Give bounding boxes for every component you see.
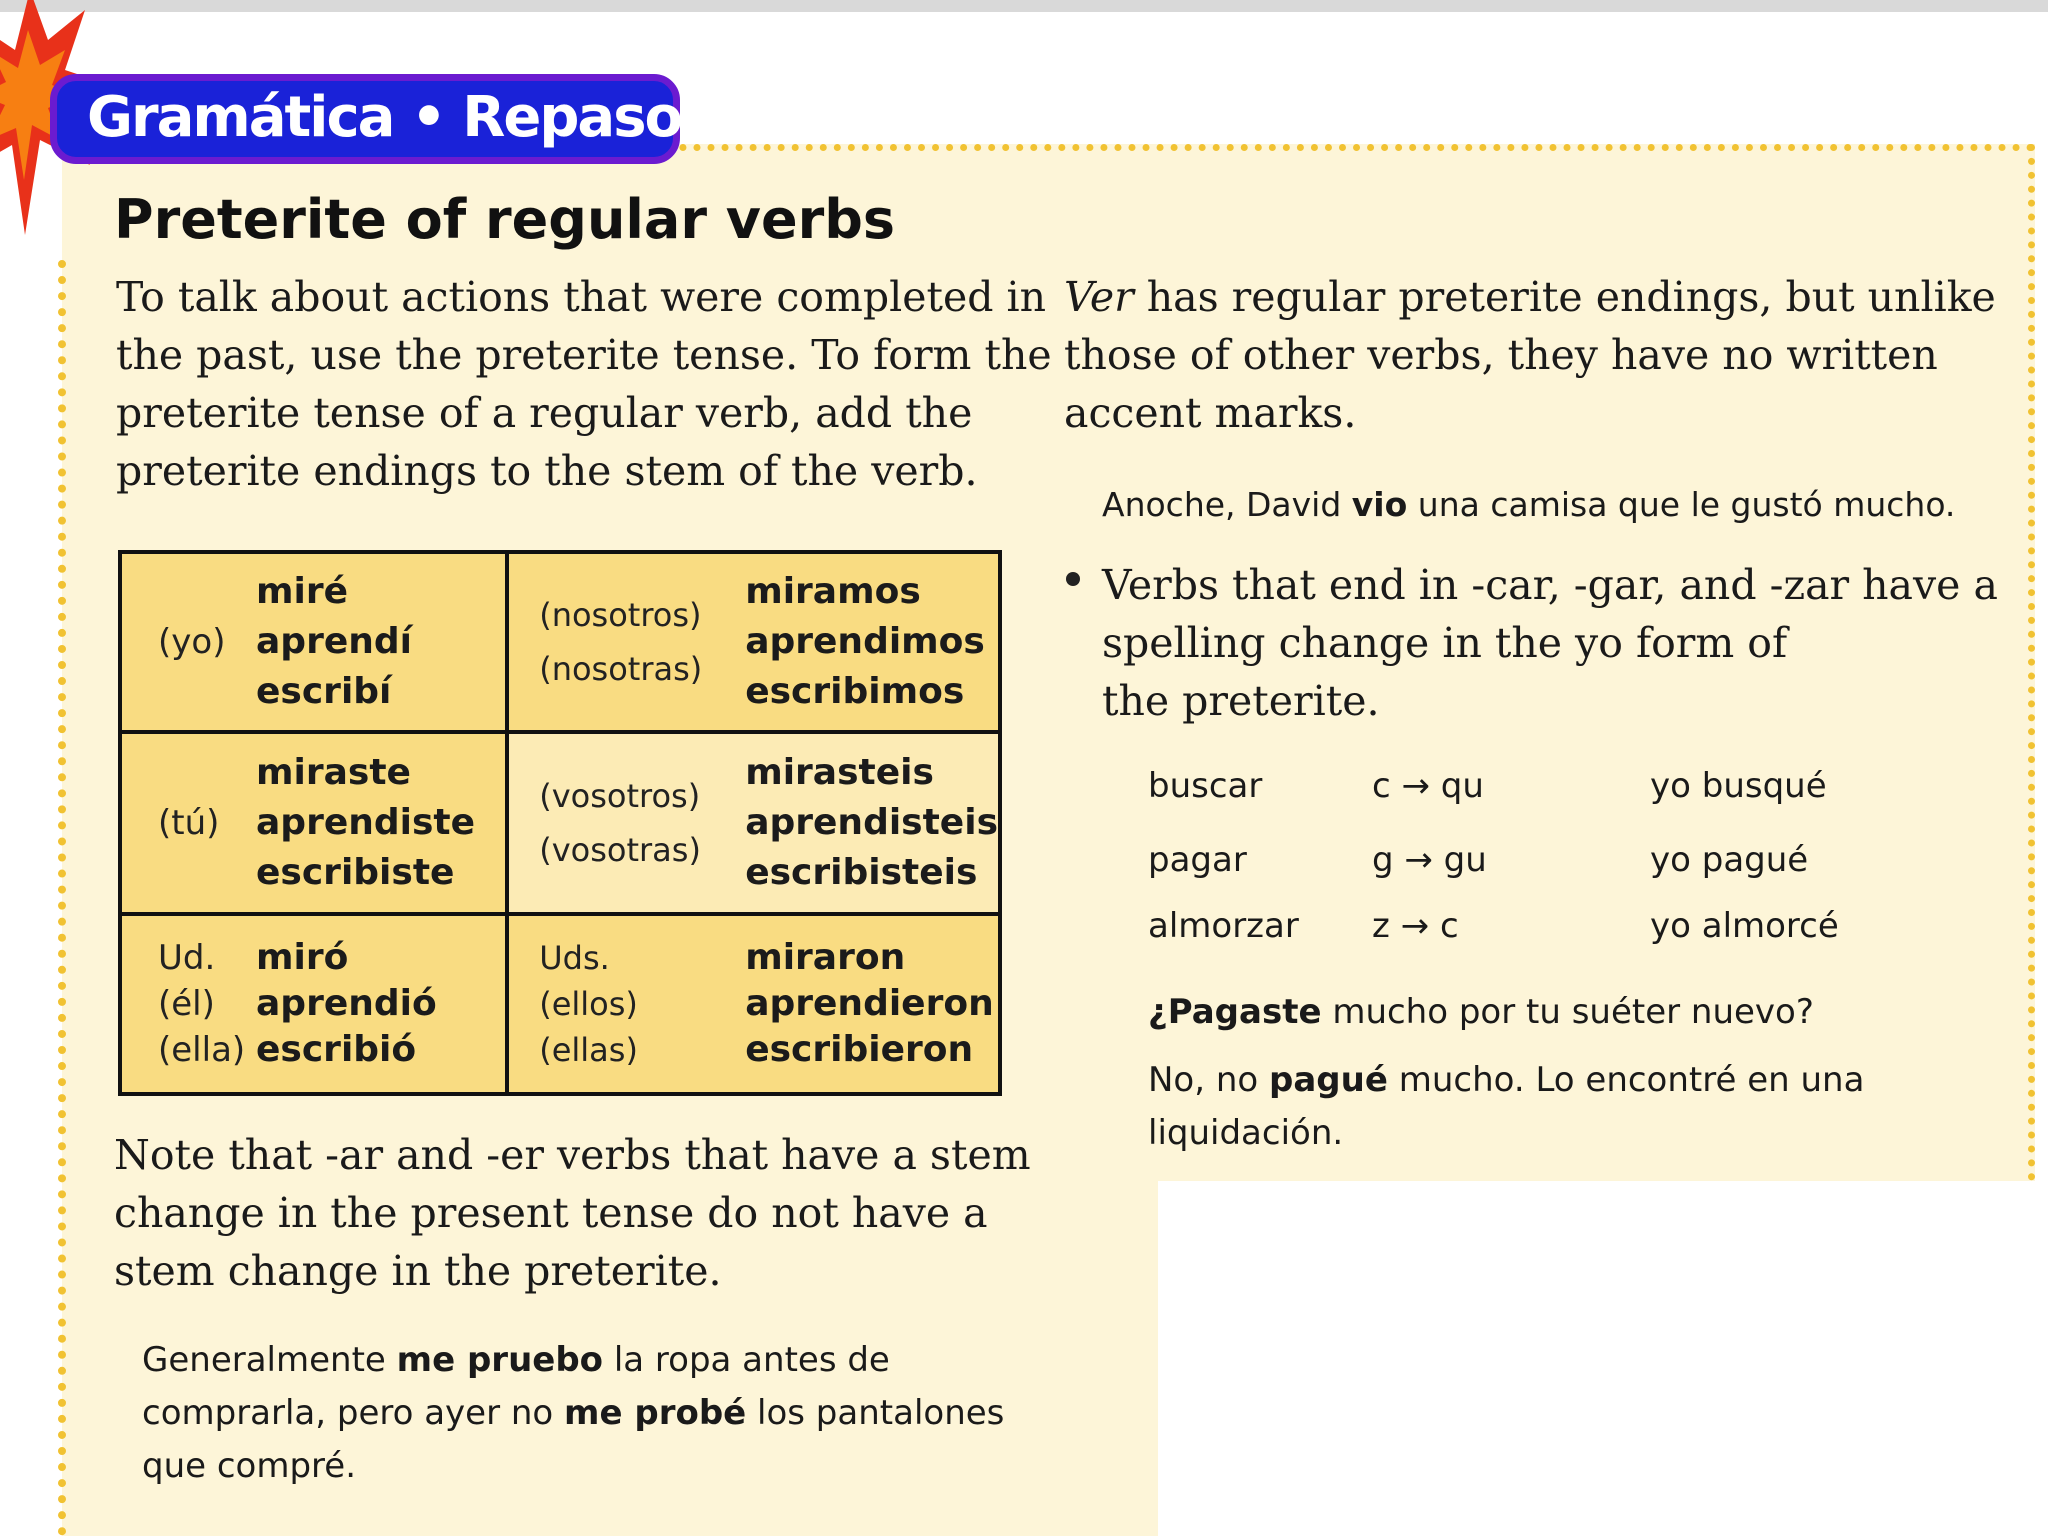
dotted-left-border	[58, 260, 66, 1536]
intro-paragraph: To talk about actions that were completed in the past, use the preterite tense. To form the preterite tense of a regular verb, add the preterite endings to the stem of the verb.	[116, 273, 1052, 495]
list-item: pagar	[1148, 840, 1247, 880]
conjugation-table	[118, 550, 1002, 1096]
ver-example: Anoche, David vio una camisa que le gustó mucho.	[1102, 485, 1956, 524]
list-item: almorzar	[1148, 906, 1299, 946]
top-border	[0, 0, 2048, 12]
page-title: Preterite of regular verbs	[114, 188, 896, 251]
ver-paragraph: Ver has regular preterite endings, but unlike those of other verbs, they have no written accent marks.	[1064, 273, 1996, 437]
note-paragraph: Note that -ar and -er verbs that have a stem change in the present tense do not have a stem change in the preterite.	[114, 1131, 1031, 1295]
section-badge	[50, 74, 680, 164]
spelling-paragraph: Verbs that end in -car, -gar, and -zar have a spelling change in the yo form of the preterite.	[1102, 561, 1998, 725]
table-row: Ud. (él) (ella) miró aprendió escribió Uds. (ellos) (ellas) miraron aprendieron escribieron	[120, 914, 1000, 1094]
badge-title: Gramática • Repaso	[87, 85, 682, 150]
dialog-question: ¿Pagaste mucho por tu suéter nuevo?	[1148, 992, 1814, 1032]
note-example: Generalmente me pruebo la ropa antes de comprarla, pero ayer no me probé los pantalones que compré.	[142, 1340, 1005, 1486]
table-row: (tú) miraste aprendiste escribiste (vosotros) (vosotras) mirasteis aprendisteis escribisteis	[120, 732, 1000, 914]
dialog-answer: No, no pagué mucho. Lo encontré en una liquidación.	[1148, 1060, 1865, 1153]
bullet-icon	[1066, 572, 1080, 586]
table-row: (yo) miré aprendí escribí (nosotros) (nosotras) miramos aprendimos escribimos	[120, 552, 1000, 732]
list-item: buscar	[1148, 766, 1263, 806]
